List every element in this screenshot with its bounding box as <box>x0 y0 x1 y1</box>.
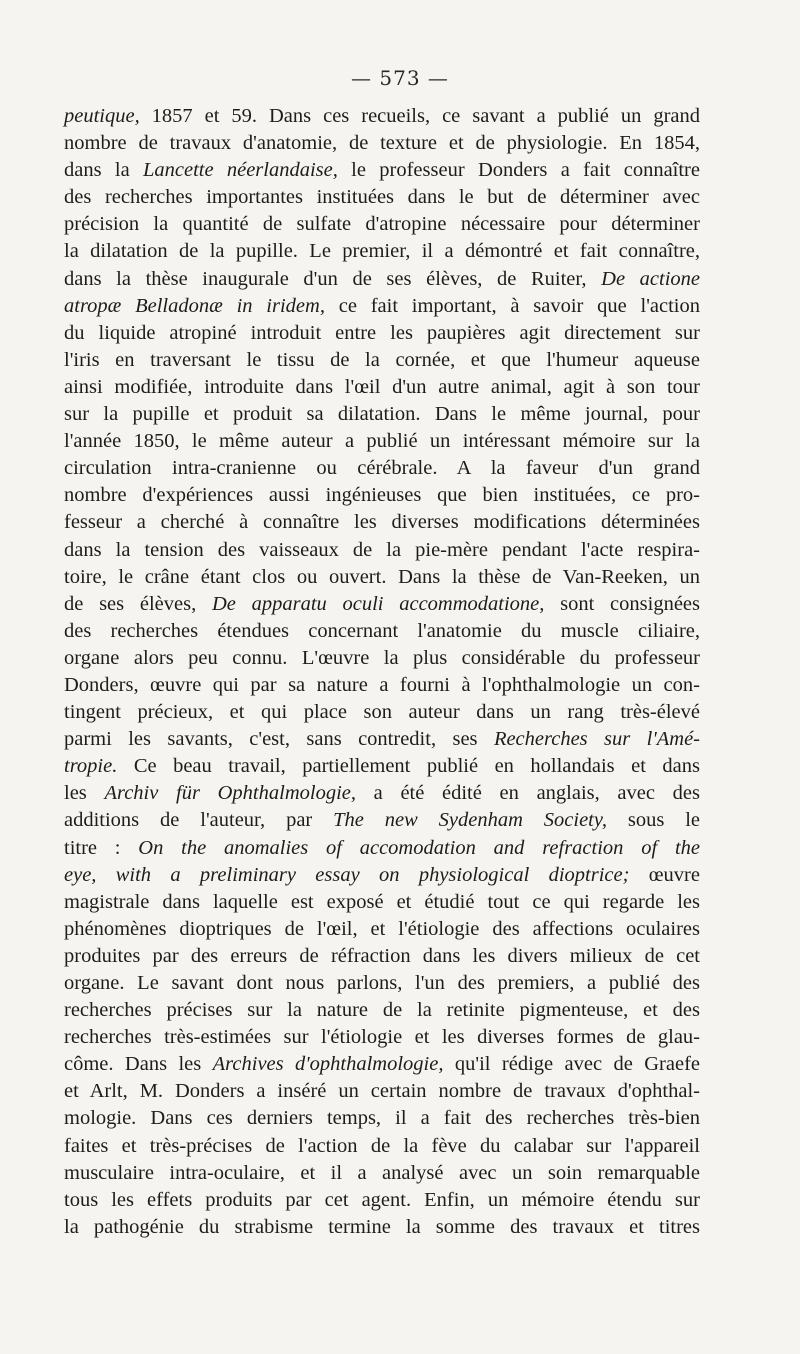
text-line: ainsi modifiée, introduite dans l'œil d'un autre animal, agit à son tour <box>64 375 700 398</box>
text-line: faites et très-précises de l'action de la fève du calabar sur l'appareil <box>64 1134 700 1157</box>
text-line: les Archiv für Ophthalmologie, a été édité en anglais, avec des <box>64 782 700 805</box>
text-line: titre : On the anomalies of accomodation and refraction of the <box>64 836 700 859</box>
text-line: eye, with a preliminary essay on physiological dioptrice; œuvre <box>64 863 700 886</box>
text-line: l'année 1850, le même auteur a publié un intéressant mémoire sur la <box>64 430 700 453</box>
text-line: peutique, 1857 et 59. Dans ces recueils, ce savant a publié un grand <box>64 105 700 127</box>
text-line: dans la thèse inaugurale d'un de ses élèves, de Ruiter, De actione <box>64 267 701 290</box>
text-line: sur la pupille et produit sa dilatation. Dans le même journal, pour <box>64 403 700 426</box>
text-line: de ses élèves, De apparatu oculi accommodatione, sont consignées <box>64 592 700 615</box>
text-line: Donders, œuvre qui par sa nature a fourni à l'ophthalmologie un con- <box>64 673 700 696</box>
text-line: tingent précieux, et qui place son auteur dans un rang très-élevé <box>64 701 700 724</box>
text-line: dans la tension des vaisseaux de la pie-mère pendant l'acte respira- <box>64 538 700 561</box>
text-line: recherches très-estimées sur l'étiologie et les diverses formes de glau- <box>64 1026 700 1049</box>
text-line: phénomènes dioptriques de l'œil, et l'étiologie des affections oculaires <box>64 917 700 940</box>
text-line: recherches précises sur la nature de la retinite pigmenteuse, et des <box>64 999 700 1022</box>
body-text <box>64 103 700 1241</box>
text-line: magistrale dans laquelle est exposé et étudié tout ce qui regarde les <box>64 890 700 913</box>
page-number: — 573 — <box>351 66 449 90</box>
text-line: additions de l'auteur, par The new Sydenham Society, sous le <box>64 809 700 832</box>
text-line: parmi les savants, c'est, sans contredit, ses Recherches sur l'Amé- <box>64 728 700 751</box>
text-line: organe alors peu connu. L'œuvre la plus considérable du professeur <box>64 646 700 669</box>
text-line: l'iris en traversant le tissu de la cornée, et que l'humeur aqueuse <box>64 348 700 371</box>
text-line: tropie. Ce beau travail, partiellement publié en hollandais et dans <box>64 755 700 778</box>
text-line: des recherches importantes instituées dans le but de déterminer avec <box>64 186 700 209</box>
text-line: la dilatation de la pupille. Le premier, il a démontré et fait connaître, <box>64 240 700 263</box>
text-line: précision la quantité de sulfate d'atropine nécessaire pour déterminer <box>64 213 700 236</box>
text-line: atropæ Belladonæ in iridem, ce fait important, à savoir que l'action <box>64 294 700 317</box>
text-line: produites par des erreurs de réfraction dans les divers milieux de cet <box>64 944 700 967</box>
text-line: tous les effets produits par cet agent. Enfin, un mémoire étendu sur <box>64 1188 700 1211</box>
text-line: dans la Lancette néerlandaise, le professeur Donders a fait connaître <box>64 159 700 182</box>
text-line: des recherches étendues concernant l'anatomie du muscle ciliaire, <box>64 619 700 642</box>
text-line: côme. Dans les Archives d'ophthalmologie, qu'il rédige avec de Graefe <box>64 1053 700 1076</box>
text-line: toire, le crâne étant clos ou ouvert. Dans la thèse de Van-Reeken, un <box>64 565 700 588</box>
text-line: nombre d'expériences aussi ingénieuses que bien instituées, ce pro- <box>64 484 700 507</box>
text-line: mologie. Dans ces derniers temps, il a fait des recherches très-bien <box>64 1107 700 1130</box>
text-line: la pathogénie du strabisme termine la somme des travaux et titres <box>64 1215 700 1238</box>
text-line: du liquide atropiné introduit entre les paupières agit directement sur <box>64 321 700 344</box>
text-line: musculaire intra-oculaire, et il a analysé avec un soin remarquable <box>64 1161 700 1184</box>
text-line: nombre de travaux d'anatomie, de texture et de physiologie. En 1854, <box>64 132 700 155</box>
text-line: circulation intra-cranienne ou cérébrale. A la faveur d'un grand <box>64 457 700 480</box>
text-line: fesseur a cherché à connaître les diverses modifications déterminées <box>64 511 700 534</box>
text-line: et Arlt, M. Donders a inséré un certain nombre de travaux d'ophthal- <box>64 1080 700 1103</box>
text-line: organe. Le savant dont nous parlons, l'un des premiers, a publié des <box>64 972 700 994</box>
